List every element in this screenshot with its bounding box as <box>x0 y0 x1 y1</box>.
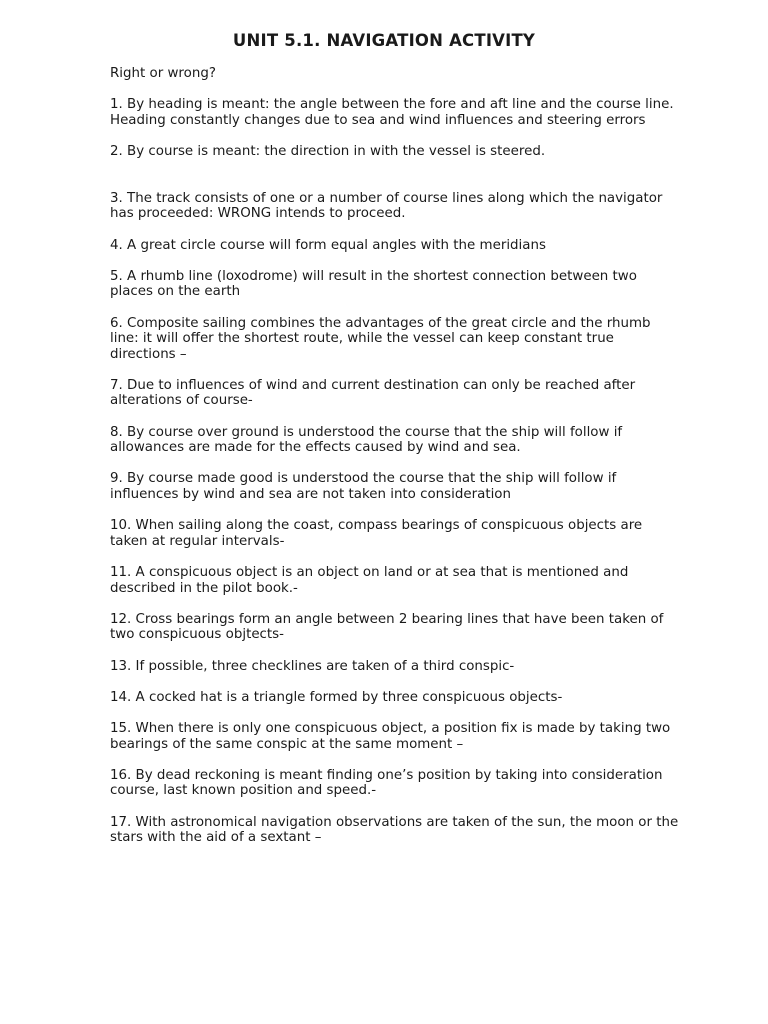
statement-8: 8. By course over ground is understood the course that the ship will follow if allowances are made for the effects caused by wind and sea. <box>110 424 623 456</box>
statement-11: 11. A conspicuous object is an object on land or at sea that is mentioned and described in the pilot book.- <box>110 565 629 596</box>
statement-15: 15. When there is only one conspicuous object, a position fix is made by taking two bearings of the same conspic at the same moment – <box>110 720 671 752</box>
statement-13: 13. If possible, three checklines are taken of a third conspic- <box>110 658 515 674</box>
statement-10: 10. When sailing along the coast, compass bearings of conspicuous objects are taken at regular intervals- <box>110 518 643 549</box>
statement-12: 12. Cross bearings form an angle between 2 bearing lines that have been taken of two conspicuous objtects- <box>110 611 664 643</box>
statement-1: 1. By heading is meant: the angle between the fore and aft line and the course line. Heading constantly changes due to sea and wind influences and steering errors <box>110 97 674 128</box>
instructions: Right or wrong? <box>110 66 216 81</box>
statement-16: 16. By dead reckoning is meant finding one’s position by taking into consideration course, last known position and speed.- <box>110 767 663 799</box>
page-title: UNIT 5.1. NAVIGATION ACTIVITY <box>232 31 536 50</box>
statement-2: 2. By course is meant: the direction in with the vessel is steered. <box>110 143 546 159</box>
statement-5: 5. A rhumb line (loxodrome) will result in the shortest connection between two places on the earth <box>110 268 637 300</box>
statement-9: 9. By course made good is understood the course that the ship will follow if influences by wind and sea are not taken into consideration <box>110 471 617 503</box>
statement-7: 7. Due to influences of wind and current destination can only be reached after alterations of course- <box>110 377 636 409</box>
statement-3: 3. The track consists of one or a number of course lines along which the navigator has proceeded: WRONG intends to proceed. <box>110 190 663 222</box>
statement-14: 14. A cocked hat is a triangle formed by three conspicuous objects- <box>110 689 563 705</box>
statement-6: 6. Composite sailing combines the advantages of the great circle and the rhumb line: it will offer the shortest route, while the vessel can keep constant true directions – <box>110 315 651 362</box>
document-body <box>110 66 680 861</box>
statement-17: 17. With astronomical navigation observations are taken of the sun, the moon or the stars with the aid of a sextant – <box>110 814 679 846</box>
statement-4: 4. A great circle course will form equal angles with the meridians <box>110 237 546 253</box>
